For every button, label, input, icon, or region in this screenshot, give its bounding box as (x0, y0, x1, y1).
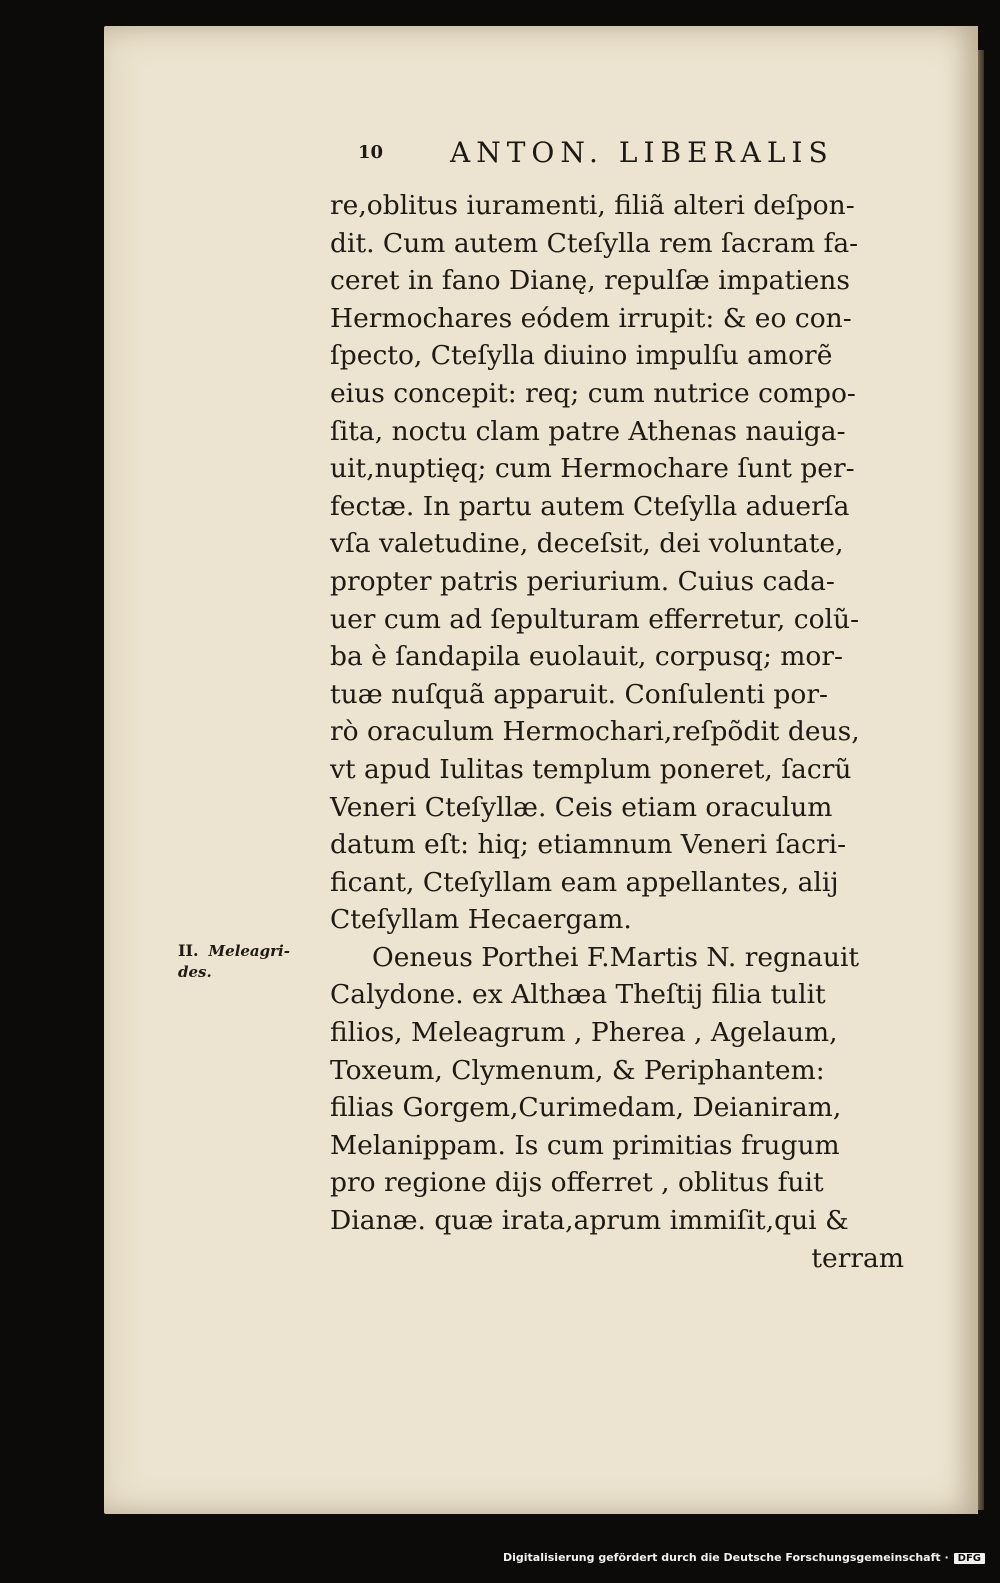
text-line: fectæ. In partu autem Cteſylla aduerſa (330, 490, 850, 522)
dfg-logo: DFG (954, 1553, 985, 1564)
page-number: 10 (358, 142, 384, 163)
text-line-paragraph-start: Oeneus Porthei F.Martis N. regnauit (372, 941, 860, 973)
text-line: ſita, noctu clam patre Athenas nauiga- (330, 415, 846, 447)
text-line: vſa valetudine, deceſsit, dei voluntate, (330, 528, 844, 560)
text-line: filias Gorgem,Curimedam, Deianiram, (330, 1092, 842, 1124)
text-line: Calydone. ex Althæa Theſtij filia tulit (330, 979, 826, 1011)
running-title: ANTON. LIBERALIS (450, 136, 834, 169)
credit-text: Digitalisierung gefördert durch die Deutsche Forschungsgemeinschaft · (502, 1551, 949, 1564)
text-line: filios, Meleagrum , Pherea , Agelaum, (330, 1017, 838, 1049)
text-line: vt apud Iulitas templum poneret, ſacrũ (330, 753, 852, 785)
page-header (358, 136, 888, 176)
text-line: Cteſyllam Hecaergam. (330, 904, 632, 936)
text-line: Toxeum, Clymenum, & Periphantem: (330, 1054, 825, 1086)
chapter-title-part1: Meleagri- (208, 942, 290, 960)
text-line: uit,nuptięq; cum Hermochare ſunt per- (330, 453, 855, 485)
text-line: uer cum ad ſepulturam efferretur, colũ- (330, 603, 860, 635)
marginal-note (178, 940, 328, 983)
chapter-number: II. (178, 941, 199, 960)
text-line: ſpecto, Cteſylla diuino impulſu amorẽ (330, 340, 833, 372)
text-line: Melanippam. Is cum primitias frugum (330, 1129, 840, 1161)
text-line: re,oblitus iuramenti, filiã alteri deſpon- (330, 190, 855, 221)
text-line: pro regione dijs offerret , oblitus fuit (330, 1167, 824, 1199)
text-line: Dianæ. quæ irata,aprum immiſit,qui & (330, 1205, 849, 1237)
text-line: eius concepit: req; cum nutrice compo- (330, 377, 856, 409)
text-line: ba è ſandapila euolauit, corpusq; mor- (330, 641, 843, 673)
text-line: propter patris periurium. Cuius cada- (330, 565, 835, 597)
digitization-credit (0, 1551, 985, 1564)
text-line: tuæ nuſquã apparuit. Conſulenti por- (330, 678, 828, 710)
text-line: ceret in fano Dianę, repulſæ impatiens (330, 265, 850, 297)
text-line: ficant, Cteſyllam eam appellantes, alij (330, 866, 839, 898)
chapter-title-part2: des. (178, 963, 212, 981)
text-line: datum eſt: hiq; etiamnum Veneri ſacri- (330, 829, 847, 861)
text-line: Hermochares eódem irrupit: & eo con- (330, 302, 852, 334)
text-line: rò oraculum Hermochari,reſpõdit deus, (330, 716, 860, 748)
text-line: Veneri Cteſyllæ. Ceis etiam oraculum (330, 791, 833, 823)
main-text (330, 187, 920, 1277)
text-line: dit. Cum autem Cteſylla rem ſacram fa- (330, 227, 859, 259)
catchword: terram (811, 1242, 904, 1274)
